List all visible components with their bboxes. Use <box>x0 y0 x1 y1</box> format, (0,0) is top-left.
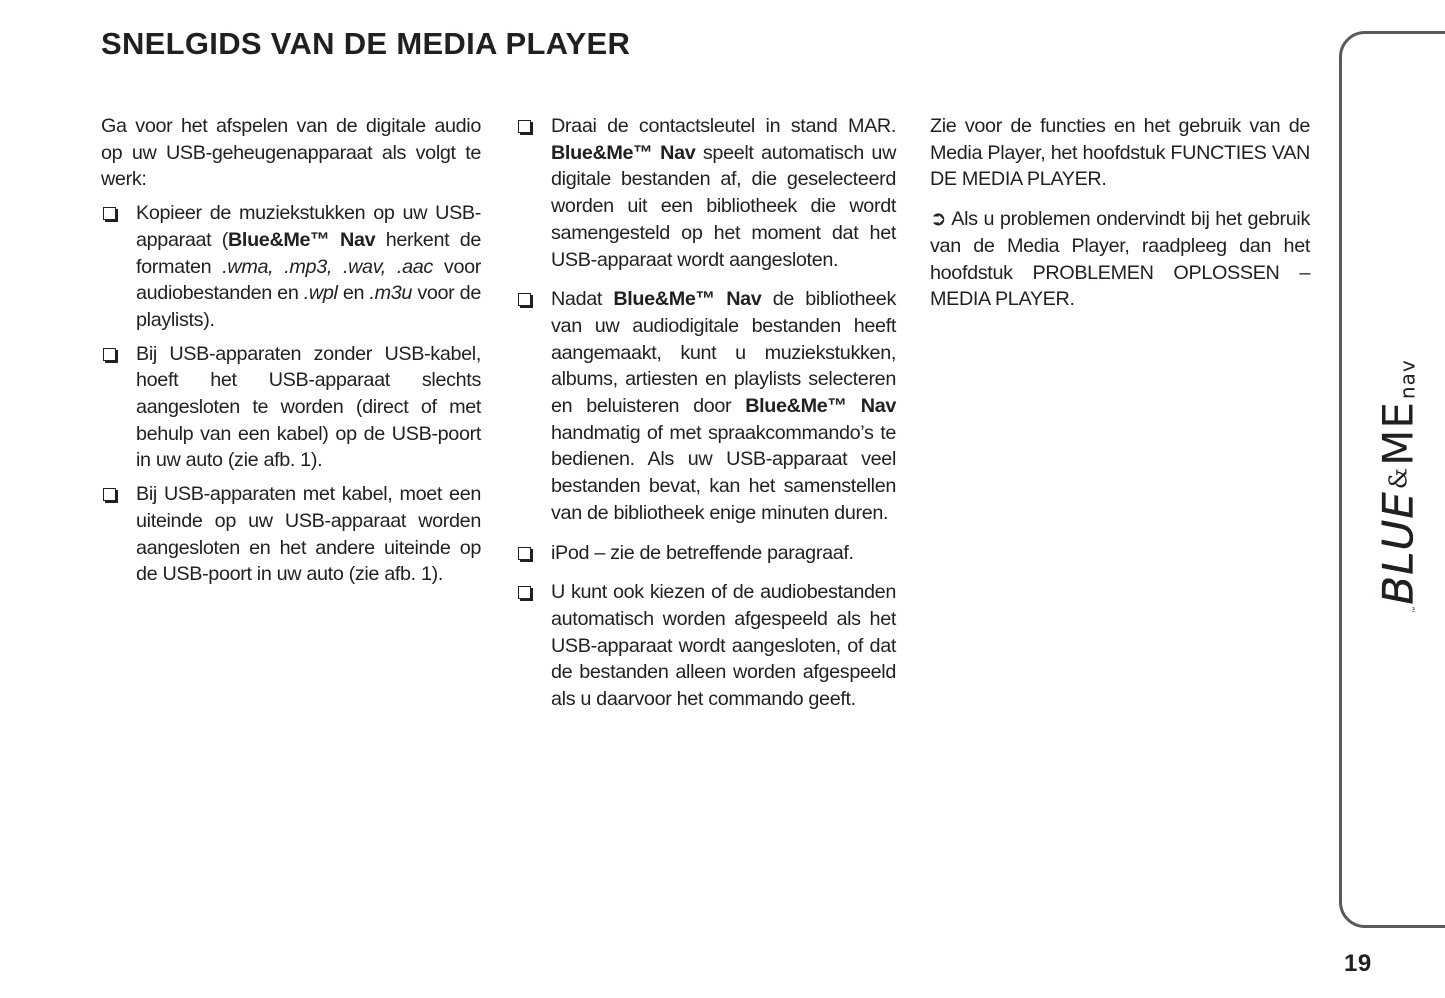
blue-and-me-nav-logo: ™ BLUE & ME nav <box>1373 359 1423 613</box>
checkbox-bullet-icon <box>518 293 531 306</box>
checkbox-bullet-icon <box>103 348 116 361</box>
list-item: Bij USB-apparaten zonder USB-kabel, hoeft het USB-apparaat slechts aangesloten te worden (direct of met behulp van een kabel) op de USB-poort in uw auto (zie afb. 1). <box>101 341 481 475</box>
list-item: iPod – zie de betreffende paragraaf. <box>516 540 896 567</box>
intro-paragraph: Ga voor het afspelen van de digitale audio op uw USB-geheugenapparaat als volgt te werk: <box>101 115 481 191</box>
list-item: U kunt ook kiezen of de audiobestanden automatisch worden afgespeeld als het USB-apparaat wordt aangesloten, of dat de bestanden alleen worden afgespeeld als u daarvoor het commando geeft. <box>516 579 896 713</box>
checkbox-bullet-icon <box>103 488 116 501</box>
list-item: Kopieer de muziekstukken op uw USB-apparaat (Blue&Me™ Nav herkent de formaten .wma, .mp3, .wav, .aac voor audiobestanden en .wpl en .m3u voor de playlists). <box>101 200 481 334</box>
checkbox-bullet-icon <box>518 547 531 560</box>
checkbox-bullet-icon <box>103 207 116 220</box>
functions-paragraph: Zie voor de functies en het gebruik van de Media Player, het hoofdstuk FUNCTIES VAN DE MEDIA PLAYER. <box>930 115 1310 191</box>
column-middle <box>516 113 896 726</box>
troubleshooting-paragraph: ➲ Als u problemen ondervindt bij het gebruik van de Media Player, raadpleeg dan het hoofdstuk PROBLEMEN OPLOSSEN – MEDIA PLAYER. <box>930 208 1310 311</box>
column-right <box>930 113 1310 313</box>
arrow-right-icon: ➲ <box>930 208 947 231</box>
brand-name: Blue&Me™ Nav <box>551 141 696 164</box>
list-item: Draai de contactsleutel in stand MAR. Blue&Me™ Nav speelt automatisch uw digitale bestanden af, die geselecteerd worden uit een bibliotheek die wordt samengesteld op het moment dat het USB-apparaat wordt aangesloten. <box>516 113 896 273</box>
checkbox-bullet-icon <box>518 586 531 599</box>
brand-name: Blue&Me™ Nav <box>613 288 762 311</box>
playlist-format-m3u: .m3u <box>369 282 413 305</box>
instruction-list <box>101 200 481 588</box>
file-formats: .wma, .mp3, .wav, .aac <box>222 255 433 278</box>
checkbox-bullet-icon <box>518 120 531 133</box>
list-item: Nadat Blue&Me™ Nav de bibliotheek van uw audiodigitale bestanden heeft aangemaakt, kunt u muziekstukken, albums, artiesten en playlists selecteren en beluisteren door Blue&Me™ Nav handmatig of met spraakcommando’s te bedienen. Als uw USB-apparaat veel bestanden bevat, kan het samenstellen van de bibliotheek enige minuten duren. <box>516 286 896 526</box>
column-left <box>101 113 481 588</box>
instruction-list <box>516 113 896 713</box>
brand-name: Blue&Me™ Nav <box>745 395 896 418</box>
page-number: 19 <box>1344 950 1372 977</box>
playlist-format-wpl: .wpl <box>303 282 338 305</box>
page-title: SNELGIDS VAN DE MEDIA PLAYER <box>101 26 631 61</box>
list-item: Bij USB-apparaten met kabel, moet een uiteinde op uw USB-apparaat worden aangesloten en het andere uiteinde op de USB-poort in uw auto (zie afb. 1). <box>101 481 481 588</box>
brand-name: Blue&Me™ Nav <box>227 228 376 251</box>
